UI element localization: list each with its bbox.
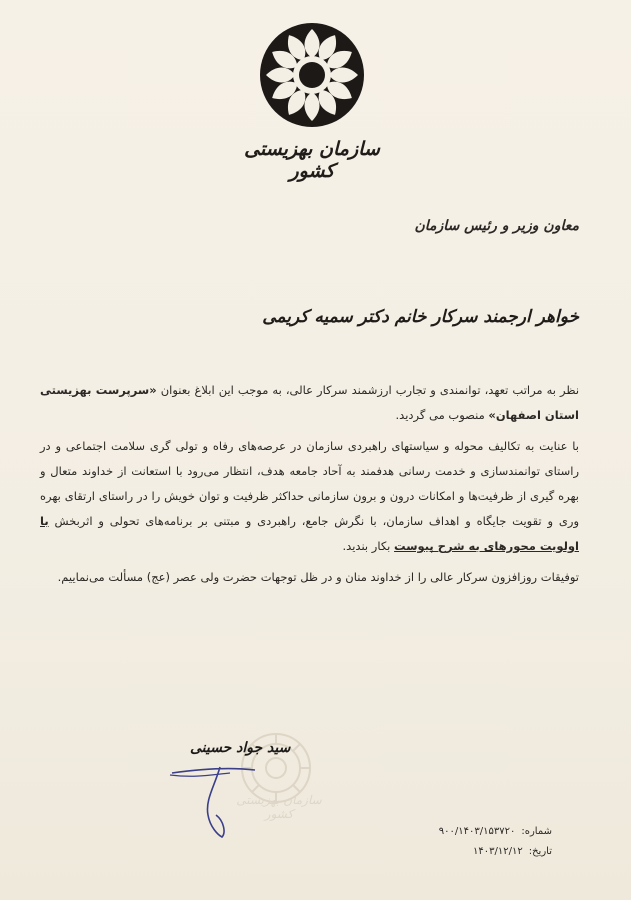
paragraph-1-text: نظر به مراتب تعهد، توانمندی و تجارب ارزشمند سرکار عالی، به موجب این ابلاغ بعنوان xyxy=(160,383,580,397)
paragraph-2-end: بکار بندید. xyxy=(342,539,395,553)
date-row xyxy=(432,842,552,862)
sender-title: معاون وزیر و رئیس سازمان xyxy=(414,218,579,234)
organization-name: سازمان بهزیستی کشور xyxy=(244,138,380,182)
letter-body xyxy=(40,378,579,590)
seal-text: سازمان بهزیستی کشور xyxy=(236,793,322,821)
number-value: ۹۰۰/۱۴۰۳/۱۵۳۷۲۰ xyxy=(438,826,516,837)
paragraph-expectations xyxy=(40,434,579,559)
letter-meta xyxy=(432,822,552,862)
paragraph-closing: توفیقات روزافزون سرکار عالی را از خداوند منان و در ظل توجهات حضرت ولی عصر (عج) مسألت می‌نماییم. xyxy=(57,570,579,584)
organization-logo xyxy=(255,18,369,132)
number-label: شماره: xyxy=(521,826,552,837)
paragraph-appointment xyxy=(40,378,579,428)
signatory-name: سید جواد حسینی xyxy=(190,740,291,756)
recipient-line: خواهر ارجمند سرکار خانم دکتر سمیه کریمی xyxy=(262,307,579,327)
paragraph-1-end: منصوب می گردید. xyxy=(395,408,489,422)
priority-axes-reference: با اولویت محورهای به شرح پیوست xyxy=(40,514,579,553)
appointment-title: «سرپرست بهزیستی استان اصفهان» xyxy=(40,383,579,422)
paragraph-2-text: با عنایت به تکالیف محوله و سیاستهای راهبردی سازمان در عرصه‌های رفاه و تولی گری سلامت اجتماعی و در راستای توانمندسازی و خدمت رسانی هدفمند به آحاد جامعه هدف، انتظار می‌رود با استعانت از خداوند متعال و بهره گیری از ظرفیت‌ها و امکانات درون و برون سازمانی حداکثر ظرفیت و توان خویش را در راستای ارتقای بهره وری و تقویت جایگاه و اهداف سازمان، با نگرش جامع، راهبردی و مبتنی بر برنامه‌های تحولی و اثربخش xyxy=(40,439,579,528)
number-row xyxy=(432,822,552,842)
signature-scribble xyxy=(160,745,270,845)
date-label: تاریخ: xyxy=(528,846,552,857)
date-value: ۱۴۰۳/۱۲/۱۲ xyxy=(473,846,523,857)
